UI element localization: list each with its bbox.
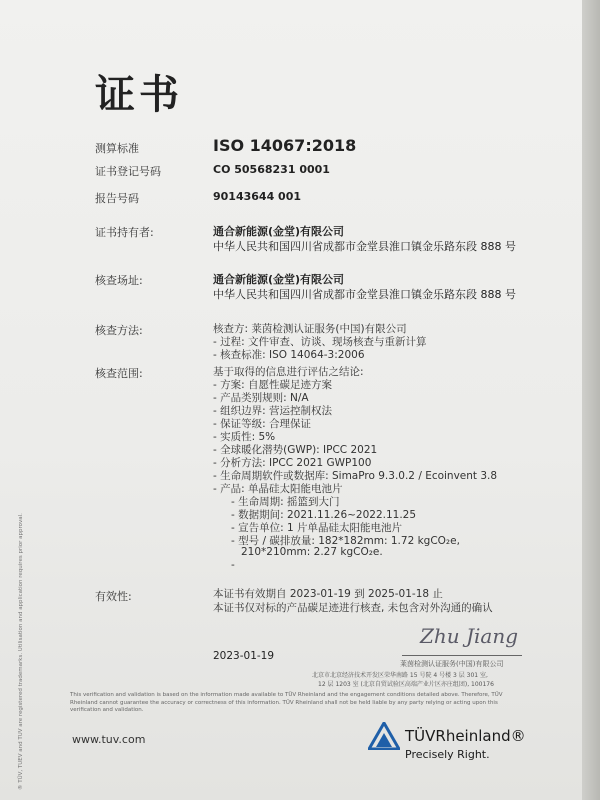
page-title: 证书 xyxy=(95,72,183,118)
cert-no-value: CO 50568231 0001 xyxy=(213,163,330,176)
standard-label: 测算标准 xyxy=(95,142,139,155)
holder-label: 证书持有者: xyxy=(95,226,154,239)
scope-line: - 生命周期软件或数据库: SimaPro 9.3.0.2 / Ecoinvent 3.8 xyxy=(213,470,498,482)
scope-line: - 产品: 单晶硅太阳能电池片 xyxy=(213,483,343,495)
method-line: - 核查标准: ISO 14064-3:2006 xyxy=(213,349,365,361)
scope-line: - 数据期间: 2021.11.26~2022.11.25 xyxy=(231,509,417,521)
issuer-address: 12 层 1203 室 (北京自贸试验区高端产业片区亦庄组团), 100176 xyxy=(318,681,494,688)
validity-line: 本证书有效期自 2023-01-19 到 2025-01-18 止 xyxy=(213,588,443,600)
site-name: 通合新能源(金堂)有限公司 xyxy=(213,273,345,286)
scope-line: - 产品类别规则: N/A xyxy=(213,392,309,404)
brand-name: TÜVRheinland® xyxy=(405,727,526,745)
site-label: 核查场址: xyxy=(95,274,143,287)
scope-line: - 全球暖化潜势(GWP): IPCC 2021 xyxy=(213,444,378,456)
holder-name: 通合新能源(金堂)有限公司 xyxy=(213,225,345,238)
standard-value: ISO 14067:2018 xyxy=(213,136,357,155)
scope-line: 210*210mm: 2.27 kgCO₂e. xyxy=(241,546,383,558)
signature-line xyxy=(402,655,522,656)
report-no-value: 90143644 001 xyxy=(213,190,302,203)
scope-line: - 实质性: 5% xyxy=(213,431,276,443)
scope-line: - 宣告单位: 1 片单晶硅太阳能电池片 xyxy=(231,522,403,534)
scope-line: - xyxy=(231,559,235,571)
brand-slogan: Precisely Right. xyxy=(405,748,490,761)
scope-line: - 方案: 自愿性碳足迹方案 xyxy=(213,379,333,391)
scope-label: 核查范围: xyxy=(95,367,143,380)
scope-line: - 生命周期: 摇篮到大门 xyxy=(231,496,340,508)
issuer-address: 北京市北京经济技术开发区荣华南路 15 号院 4 号楼 3 层 301 室, xyxy=(312,672,488,679)
cert-no-label: 证书登记号码 xyxy=(95,165,161,178)
issuer-name: 莱茵检测认证服务(中国)有限公司 xyxy=(400,660,504,668)
scope-line: - 保证等级: 合理保证 xyxy=(213,418,312,430)
scope-line: - 组织边界: 营运控制权法 xyxy=(213,405,333,417)
trademark-note: ® TÜV, TUEV and TUV are registered trademarks. Utilisation and application requires prior approval. xyxy=(18,513,24,790)
tuv-triangle-icon xyxy=(368,722,400,750)
issue-date: 2023-01-19 xyxy=(213,650,275,662)
disclaimer: This verification and validation is based on the information made available to TÜV Rheinland and the engagement conditions detailed above. Therefore, TÜV Rheinland cannot guarantee the accuracy or correctness of this information. TÜV Rheinland shall not be held liable by any party relying or acting upon this verification and validation. xyxy=(70,692,503,713)
method-line: - 过程: 文件审查、访谈、现场核查与重新计算 xyxy=(213,336,427,348)
scope-line: - 分析方法: IPCC 2021 GWP100 xyxy=(213,457,372,469)
method-line: 核查方: 莱茵检测认证服务(中国)有限公司 xyxy=(213,323,407,335)
page-edge xyxy=(582,0,600,800)
site-address: 中华人民共和国四川省成都市金堂县淮口镇金乐路东段 888 号 xyxy=(213,288,516,301)
signature: Zhu Jiang xyxy=(420,624,519,648)
method-label: 核查方法: xyxy=(95,324,143,337)
report-no-label: 报告号码 xyxy=(95,192,139,205)
scope-line: 基于取得的信息进行评估之结论: xyxy=(213,366,364,378)
holder-address: 中华人民共和国四川省成都市金堂县淮口镇金乐路东段 888 号 xyxy=(213,240,516,253)
validity-label: 有效性: xyxy=(95,590,132,603)
scope-line: - 型号 / 碳排放量: 182*182mm: 1.72 kgCO₂e, xyxy=(231,535,460,547)
validity-line: 本证书仅对标的产品碳足迹进行核查, 未包含对外沟通的确认 xyxy=(213,602,493,614)
website-link[interactable]: www.tuv.com xyxy=(72,733,146,746)
